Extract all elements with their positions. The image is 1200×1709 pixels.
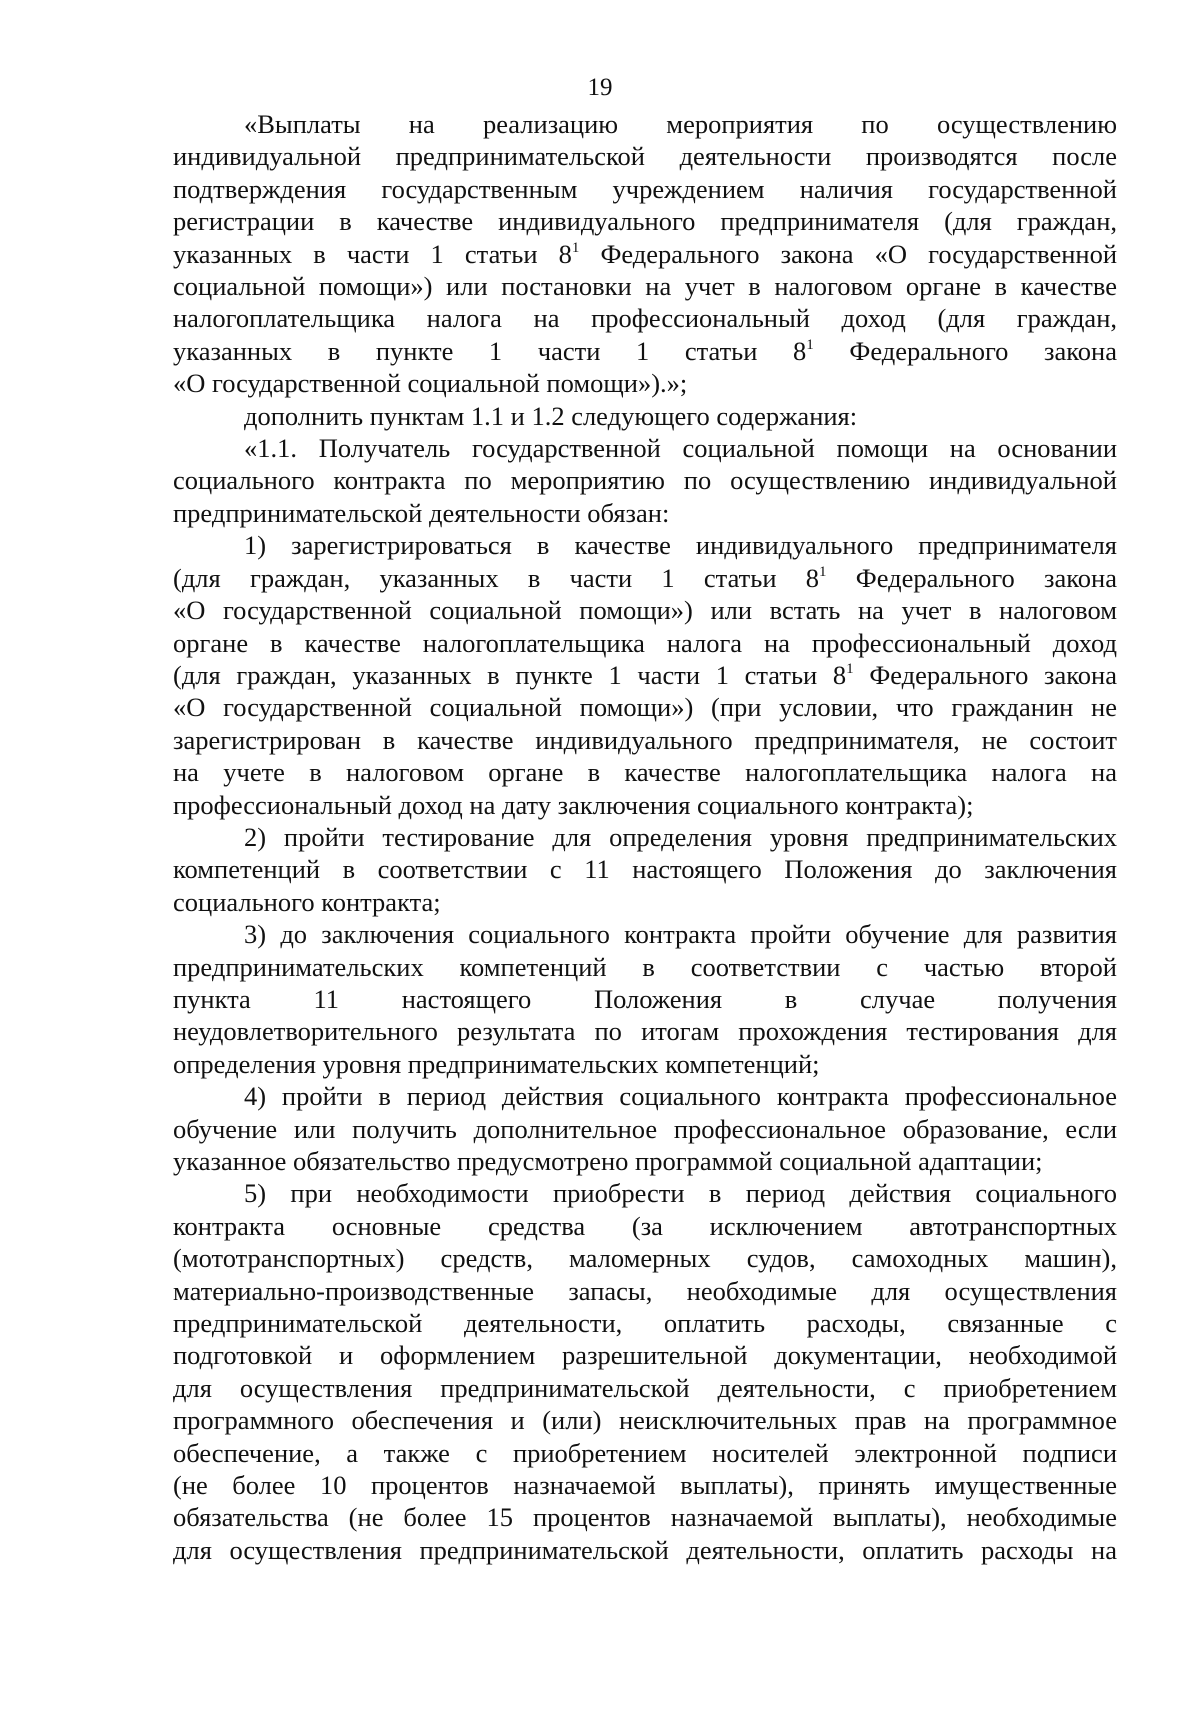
- text-line: [173, 1469, 1117, 1501]
- text-line: [173, 497, 1117, 529]
- text-line: [173, 1534, 1117, 1566]
- superscript: 1: [846, 660, 854, 677]
- text-line: [173, 1177, 1117, 1209]
- text-line-content: профессиональный доход на дату заключения социального контракта);: [173, 789, 974, 820]
- text-line: [173, 821, 1117, 853]
- text-line: [173, 1339, 1117, 1371]
- text-line-content: социальной помощи») или постановки на учет в налоговом органе в качестве: [173, 271, 1117, 302]
- text-line-content: обязательства (не более 15 процентов назначаемой выплаты), необходимые: [173, 1502, 1117, 1533]
- text-line: [173, 983, 1117, 1015]
- text-line-content: органе в качестве налогоплательщика налога на профессиональный доход: [173, 627, 1117, 658]
- text-line: [173, 464, 1117, 496]
- text-line: [173, 724, 1117, 756]
- page-number: 19: [587, 74, 613, 101]
- text-line: [173, 886, 1117, 918]
- text-line: [173, 1242, 1117, 1274]
- text-line: [173, 335, 1117, 367]
- text-line-content: на учете в налоговом органе в качестве налогоплательщика налога на: [173, 757, 1117, 788]
- text-line: [173, 1372, 1117, 1404]
- text-line: [173, 173, 1117, 205]
- text-line: [173, 918, 1117, 950]
- text-line-content: «Выплаты на реализацию мероприятия по осуществлению: [244, 109, 1117, 139]
- text-line-content: (для граждан, указанных в части 1 статьи 8: [173, 562, 820, 593]
- text-line: [173, 1145, 1117, 1177]
- text-line-content: указанное обязательство предусмотрено программой социальной адаптации;: [173, 1146, 1043, 1176]
- text-line-content: налогоплательщика налога на профессиональный доход (для граждан,: [173, 303, 1117, 334]
- text-line: [173, 1275, 1117, 1307]
- text-line: [173, 432, 1117, 464]
- text-line-content: компетенций в соответствии с 11 настоящего Положения до заключения: [173, 854, 1117, 885]
- text-line: [173, 238, 1117, 270]
- text-line-content: предпринимательской деятельности обязан:: [173, 497, 670, 528]
- text-line-content: 5) при необходимости приобрести в период действия социального: [244, 1178, 1117, 1209]
- text-line-content: (не более 10 процентов назначаемой выплаты), принять имущественные: [173, 1470, 1117, 1501]
- text-line: [173, 951, 1117, 983]
- text-line-content: «О государственной социальной помощи») (при условии, что гражданин не: [173, 692, 1117, 723]
- text-line-content: пункта 11 настоящего Положения в случае получения: [173, 983, 1117, 1014]
- text-line: [173, 789, 1117, 821]
- text-line-content: 4) пройти в период действия социального контракта профессиональное: [244, 1081, 1117, 1112]
- text-line-content: материально-производственные запасы, необходимые для осуществления: [173, 1275, 1117, 1306]
- text-line-content: индивидуальной предпринимательской деятельности производятся после: [173, 141, 1117, 172]
- text-line-content: Федерального закона: [813, 335, 1117, 366]
- text-line-content: (мототранспортных) средств, маломерных судов, самоходных машин),: [173, 1243, 1117, 1274]
- text-line-content: 3) до заключения социального контракта пройти обучение для развития: [244, 919, 1117, 950]
- text-line-content: «О государственной социальной помощи»).»;: [173, 368, 688, 399]
- text-line-content: подготовкой и оформлением разрешительной документации, необходимой: [173, 1340, 1117, 1371]
- text-line-content: Федерального закона «О государственной: [579, 238, 1117, 269]
- text-line-content: социального контракта по мероприятию по осуществлению индивидуальной: [173, 465, 1117, 496]
- superscript: 1: [819, 563, 827, 580]
- text-line-content: зарегистрирован в качестве индивидуального предпринимателя, не состоит: [173, 724, 1117, 755]
- text-line-content: предпринимательской деятельности, оплатить расходы, связанные с: [173, 1308, 1117, 1339]
- text-line: [173, 1048, 1117, 1080]
- text-line-content: Федерального закона: [826, 562, 1117, 593]
- text-line-content: определения уровня предпринимательских компетенций;: [173, 1048, 820, 1079]
- text-line-content: подтверждения государственным учреждением наличия государственной: [173, 173, 1117, 204]
- text-line: [173, 1210, 1117, 1242]
- document-body: [173, 108, 1117, 1566]
- text-line-content: (для граждан, указанных в пункте 1 части 1 статьи 8: [173, 659, 847, 690]
- text-line-content: регистрации в качестве индивидуального предпринимателя (для граждан,: [173, 206, 1117, 237]
- text-line: [173, 691, 1117, 723]
- superscript: 1: [571, 239, 580, 256]
- text-line-content: контракта основные средства (за исключением автотранспортных: [173, 1210, 1117, 1241]
- text-line: [173, 302, 1117, 334]
- text-line-content: указанных в части 1 статьи 8: [173, 238, 572, 269]
- text-line: [173, 562, 1117, 594]
- text-line: [173, 1015, 1117, 1047]
- text-line: [173, 1307, 1117, 1339]
- text-line-content: указанных в пункте 1 части 1 статьи 8: [173, 335, 807, 366]
- text-line-content: Федерального закона: [853, 659, 1118, 690]
- text-line-content: неудовлетворительного результата по итогам прохождения тестирования для: [173, 1016, 1117, 1047]
- text-line-content: «О государственной социальной помощи») или встать на учет в налоговом: [173, 595, 1117, 626]
- text-line: [173, 1501, 1117, 1533]
- text-line: [173, 1080, 1117, 1112]
- text-line-content: социального контракта;: [173, 886, 441, 917]
- text-line: [173, 853, 1117, 885]
- text-line-content: обеспечение, а также с приобретением носителей электронной подписи: [173, 1437, 1117, 1468]
- text-line: [173, 108, 1117, 140]
- text-line: [173, 270, 1117, 302]
- text-line: [173, 529, 1117, 561]
- text-line-content: для осуществления предпринимательской деятельности, с приобретением: [173, 1372, 1117, 1403]
- text-line: [173, 140, 1117, 172]
- text-line: [173, 400, 1117, 432]
- text-line-content: «1.1. Получатель государственной социальной помощи на основании: [244, 433, 1117, 464]
- text-line-content: дополнить пунктам 1.1 и 1.2 следующего содержания:: [244, 400, 858, 431]
- text-line-content: для осуществления предпринимательской деятельности, оплатить расходы на: [173, 1534, 1117, 1565]
- text-line-content: предпринимательских компетенций в соответствии с частью второй: [173, 951, 1117, 982]
- superscript: 1: [806, 336, 814, 353]
- text-line: [173, 756, 1117, 788]
- text-line: [173, 1113, 1117, 1145]
- text-line: [173, 1437, 1117, 1469]
- text-line-content: обучение или получить дополнительное профессиональное образование, если: [173, 1113, 1117, 1144]
- text-line-content: 1) зарегистрироваться в качестве индивидуального предпринимателя: [244, 530, 1117, 561]
- text-line: [173, 627, 1117, 659]
- text-line: [173, 659, 1117, 691]
- text-line: [173, 367, 1117, 399]
- text-line: [173, 205, 1117, 237]
- text-line-content: 2) пройти тестирование для определения уровня предпринимательских: [244, 821, 1117, 852]
- text-line-content: программного обеспечения и (или) неисключительных прав на программное: [173, 1405, 1117, 1436]
- text-line: [173, 1404, 1117, 1436]
- text-line: [173, 594, 1117, 626]
